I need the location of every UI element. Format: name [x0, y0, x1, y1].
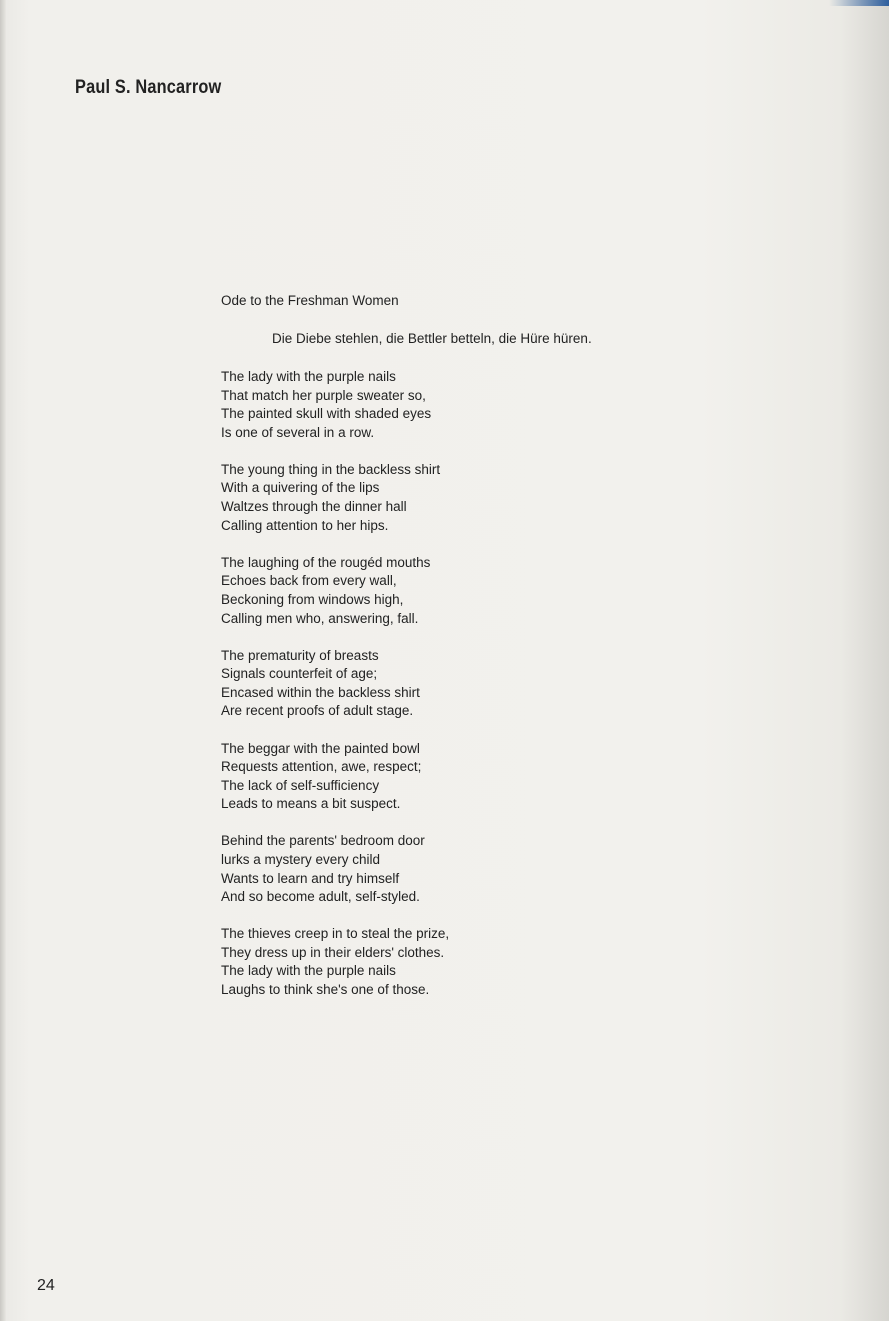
stanza — [221, 740, 641, 814]
poem-line: The young thing in the backless shirt — [221, 461, 441, 477]
poem-line: Calling attention to her hips. — [221, 517, 389, 533]
poem-line: The laughing of the rougéd mouths — [221, 554, 431, 570]
stanza — [221, 461, 641, 535]
poem-line: The prematurity of breasts — [221, 647, 379, 663]
poem-line: lurks a mystery every child — [221, 851, 381, 867]
stanza — [221, 925, 641, 999]
poem-line: They dress up in their elders' clothes. — [221, 944, 445, 960]
poem-line: The thieves creep in to steal the prize, — [221, 926, 450, 942]
poem-line: And so become adult, self-styled. — [221, 889, 420, 905]
binding-edge — [0, 0, 6, 1321]
poem-line: That match her purple sweater so, — [221, 387, 426, 403]
poem-line: Beckoning from windows high, — [221, 591, 404, 607]
poem-title: Ode to the Freshman Women — [221, 293, 399, 308]
poem-line: The beggar with the painted bowl — [221, 740, 420, 756]
poem-line: The lady with the purple nails — [221, 963, 396, 979]
poem-line: Leads to means a bit suspect. — [221, 796, 401, 812]
corner-mark — [829, 0, 889, 6]
poem-line: Is one of several in a row. — [221, 424, 375, 440]
stanza — [221, 554, 641, 628]
stanza — [221, 832, 641, 906]
poem-line: Waltzes through the dinner hall — [221, 499, 407, 515]
poem-line: The lack of self-sufficiency — [221, 777, 380, 793]
poem-body — [221, 368, 641, 1018]
poem-line: Calling men who, answering, fall. — [221, 610, 419, 626]
poem-line: With a quivering of the lips — [221, 480, 380, 496]
stanza — [221, 368, 641, 442]
stanza — [221, 647, 641, 721]
poem-line: Echoes back from every wall, — [221, 573, 397, 589]
author-name: Paul S. Nancarrow — [75, 77, 222, 98]
poem-line: Requests attention, awe, respect; — [221, 759, 422, 775]
poem-line: The painted skull with shaded eyes — [221, 406, 432, 422]
poem-line: Signals counterfeit of age; — [221, 666, 378, 682]
poem-line: Laughs to think she's one of those. — [221, 982, 430, 998]
poem-line: The lady with the purple nails — [221, 369, 396, 384]
poem-line: Behind the parents' bedroom door — [221, 833, 425, 849]
poem-line: Encased within the backless shirt — [221, 684, 420, 700]
poem-line: Wants to learn and try himself — [221, 870, 400, 886]
poem-line: Are recent proofs of adult stage. — [221, 703, 414, 719]
poem-epigraph: Die Diebe stehlen, die Bettler betteln, die Hüre hüren. — [272, 331, 592, 346]
page-number: 24 — [37, 1277, 55, 1294]
